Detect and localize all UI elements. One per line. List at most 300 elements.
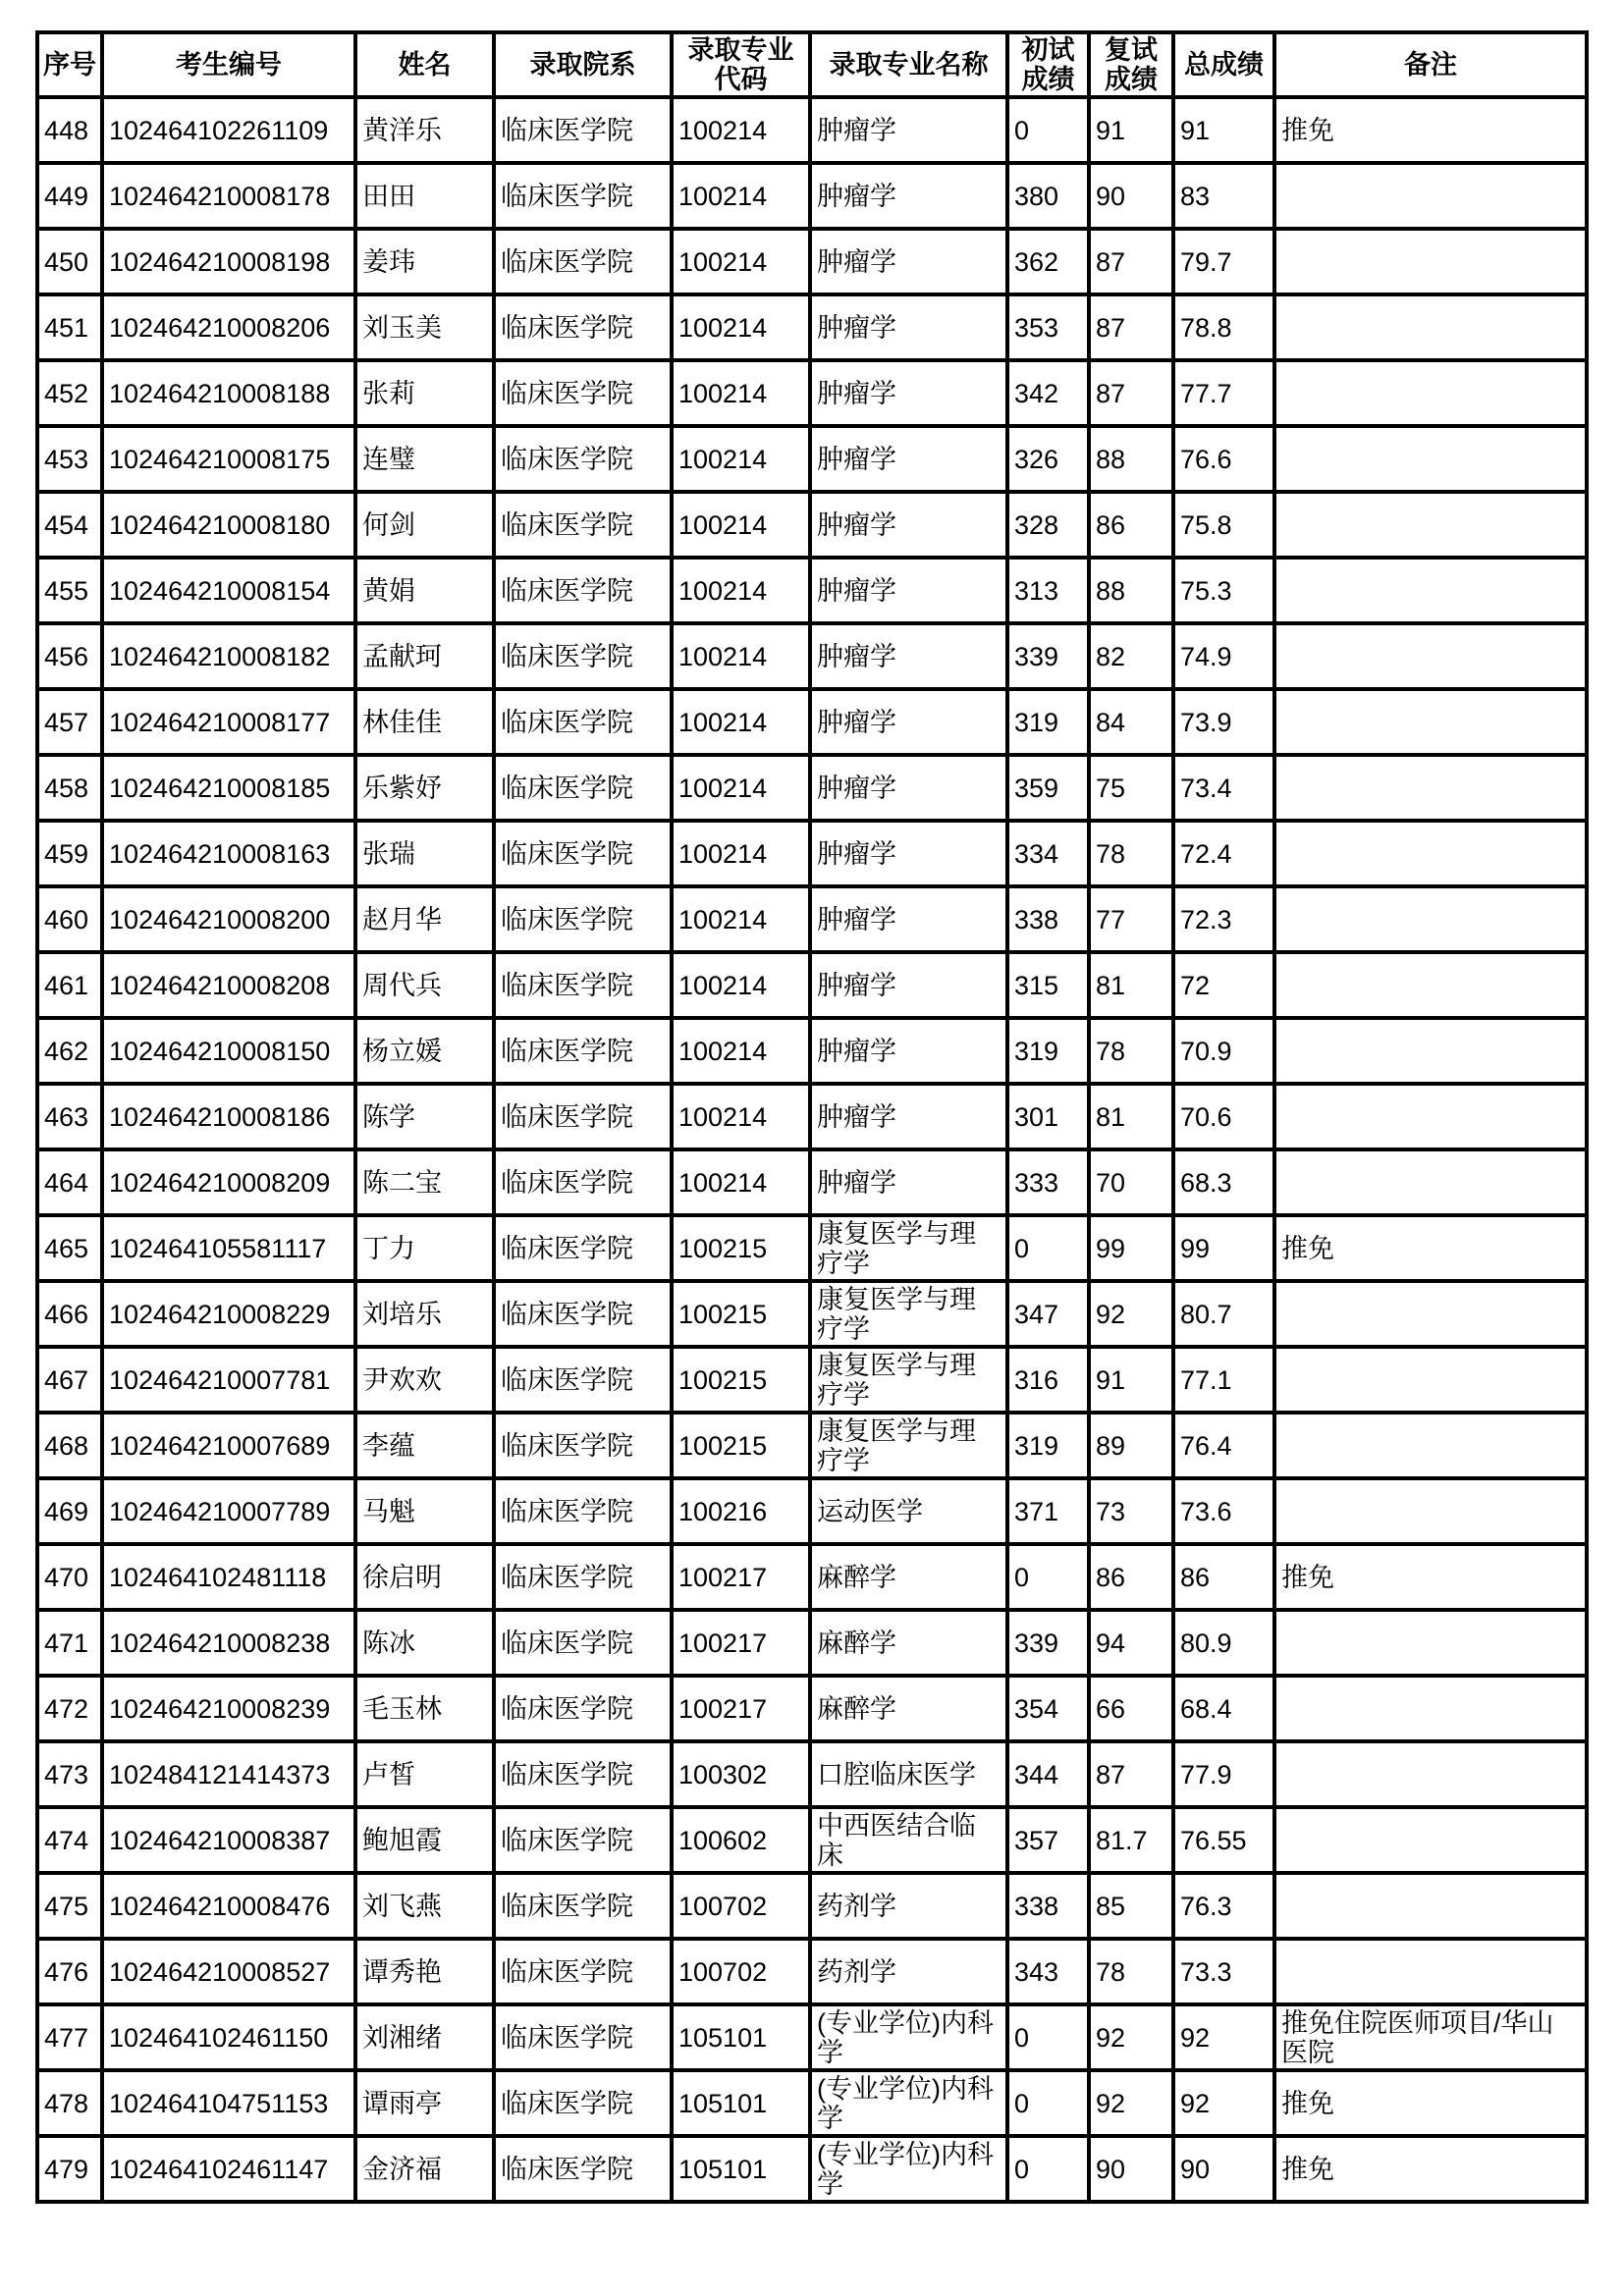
cell-major-name xyxy=(810,1610,1007,1676)
cell-major-code: 100302 xyxy=(672,1741,810,1807)
major-name-text: 康复医学与理疗学 xyxy=(817,1218,976,1278)
major-name-text: 肿瘤学 xyxy=(817,904,896,934)
cell-major-code: 100214 xyxy=(672,1149,810,1215)
cell-total-score: 76.3 xyxy=(1173,1873,1274,1939)
cell-total-score: 73.9 xyxy=(1173,689,1274,755)
cell-retest-score: 90 xyxy=(1089,2136,1173,2202)
cell-name: 丁力 xyxy=(355,1215,494,1281)
cell-department: 临床医学院 xyxy=(494,886,672,952)
cell-major-name xyxy=(810,1676,1007,1741)
cell-major-name xyxy=(810,1281,1007,1347)
cell-serial-no: 475 xyxy=(37,1873,102,1939)
cell-prelim-score: 326 xyxy=(1007,426,1089,492)
cell-serial-no: 479 xyxy=(37,2136,102,2202)
major-name-text: (专业学位)内科学 xyxy=(817,2073,994,2133)
cell-total-score: 76.55 xyxy=(1173,1807,1274,1873)
cell-candidate-id: 102464102461150 xyxy=(102,2004,355,2070)
major-name-text: 麻醉学 xyxy=(817,1562,896,1592)
cell-name: 周代兵 xyxy=(355,952,494,1018)
cell-prelim-score: 354 xyxy=(1007,1676,1089,1741)
header-major-code xyxy=(672,32,810,97)
cell-major-code: 100602 xyxy=(672,1807,810,1873)
cell-name: 黄娟 xyxy=(355,558,494,623)
table-row xyxy=(37,1347,1587,1413)
cell-retest-score: 99 xyxy=(1089,1215,1173,1281)
cell-prelim-score: 319 xyxy=(1007,689,1089,755)
cell-name: 连璧 xyxy=(355,426,494,492)
cell-total-score: 70.6 xyxy=(1173,1084,1274,1149)
major-name-text: 肿瘤学 xyxy=(817,1101,896,1132)
cell-candidate-id: 102464102461147 xyxy=(102,2136,355,2202)
cell-remark xyxy=(1274,2136,1587,2202)
major-name-text: 肿瘤学 xyxy=(817,378,896,408)
cell-serial-no: 477 xyxy=(37,2004,102,2070)
cell-major-code: 100214 xyxy=(672,229,810,294)
cell-name: 卢皙 xyxy=(355,1741,494,1807)
cell-total-score: 80.7 xyxy=(1173,1281,1274,1347)
major-name-text: 肿瘤学 xyxy=(817,1167,896,1198)
cell-serial-no: 455 xyxy=(37,558,102,623)
cell-major-name xyxy=(810,821,1007,886)
cell-major-code: 100214 xyxy=(672,1084,810,1149)
cell-remark xyxy=(1274,623,1587,689)
cell-total-score: 72.3 xyxy=(1173,886,1274,952)
cell-name: 林佳佳 xyxy=(355,689,494,755)
cell-total-score: 92 xyxy=(1173,2070,1274,2136)
cell-department: 临床医学院 xyxy=(494,952,672,1018)
major-name-text: 肿瘤学 xyxy=(817,246,896,277)
cell-retest-score: 88 xyxy=(1089,426,1173,492)
cell-prelim-score: 380 xyxy=(1007,163,1089,229)
cell-candidate-id: 102464210008387 xyxy=(102,1807,355,1873)
cell-candidate-id: 102464210008180 xyxy=(102,492,355,558)
cell-prelim-score: 344 xyxy=(1007,1741,1089,1807)
table-row xyxy=(37,623,1587,689)
cell-remark xyxy=(1274,426,1587,492)
cell-total-score: 73.4 xyxy=(1173,755,1274,821)
cell-prelim-score: 339 xyxy=(1007,623,1089,689)
header-prelim-score-label: 初试成绩 xyxy=(1021,35,1075,94)
cell-name: 毛玉林 xyxy=(355,1676,494,1741)
cell-department: 临床医学院 xyxy=(494,1676,672,1741)
cell-candidate-id: 102464210008188 xyxy=(102,360,355,426)
major-name-text: 中西医结合临床 xyxy=(817,1810,976,1870)
cell-department: 临床医学院 xyxy=(494,2136,672,2202)
cell-remark xyxy=(1274,1676,1587,1741)
cell-department: 临床医学院 xyxy=(494,1544,672,1610)
cell-candidate-id: 102464210008229 xyxy=(102,1281,355,1347)
cell-major-code: 100214 xyxy=(672,623,810,689)
major-name-text: 肿瘤学 xyxy=(817,838,896,869)
cell-serial-no: 473 xyxy=(37,1741,102,1807)
cell-total-score: 92 xyxy=(1173,2004,1274,2070)
cell-retest-score: 91 xyxy=(1089,1347,1173,1413)
cell-candidate-id: 102464210008208 xyxy=(102,952,355,1018)
cell-remark xyxy=(1274,360,1587,426)
cell-remark xyxy=(1274,755,1587,821)
cell-retest-score: 81.7 xyxy=(1089,1807,1173,1873)
cell-major-name xyxy=(810,689,1007,755)
header-candidate-id: 考生编号 xyxy=(102,32,355,97)
cell-candidate-id: 102464210008476 xyxy=(102,1873,355,1939)
cell-major-code: 100215 xyxy=(672,1281,810,1347)
cell-serial-no: 474 xyxy=(37,1807,102,1873)
cell-remark xyxy=(1274,1149,1587,1215)
major-name-text: (专业学位)内科学 xyxy=(817,2007,994,2067)
cell-total-score: 90 xyxy=(1173,2136,1274,2202)
cell-candidate-id: 102464210008154 xyxy=(102,558,355,623)
cell-candidate-id: 102464210008163 xyxy=(102,821,355,886)
cell-major-name xyxy=(810,623,1007,689)
cell-name: 鲍旭霞 xyxy=(355,1807,494,1873)
cell-department: 临床医学院 xyxy=(494,558,672,623)
cell-retest-score: 82 xyxy=(1089,623,1173,689)
cell-department: 临床医学院 xyxy=(494,1873,672,1939)
cell-major-code: 100702 xyxy=(672,1939,810,2004)
cell-candidate-id: 102464210008185 xyxy=(102,755,355,821)
major-name-text: (专业学位)内科学 xyxy=(817,2139,994,2199)
major-name-text: 肿瘤学 xyxy=(817,509,896,540)
cell-prelim-score: 0 xyxy=(1007,2136,1089,2202)
major-name-text: 运动医学 xyxy=(817,1496,923,1526)
cell-retest-score: 77 xyxy=(1089,886,1173,952)
cell-retest-score: 87 xyxy=(1089,1741,1173,1807)
cell-retest-score: 90 xyxy=(1089,163,1173,229)
table-row xyxy=(37,558,1587,623)
cell-department: 临床医学院 xyxy=(494,1741,672,1807)
cell-remark xyxy=(1274,1347,1587,1413)
major-name-text: 康复医学与理疗学 xyxy=(817,1415,976,1475)
cell-prelim-score: 328 xyxy=(1007,492,1089,558)
header-row xyxy=(37,32,1587,97)
cell-department: 临床医学院 xyxy=(494,1807,672,1873)
major-name-text: 肿瘤学 xyxy=(817,312,896,343)
cell-candidate-id: 102464210008186 xyxy=(102,1084,355,1149)
cell-department: 临床医学院 xyxy=(494,1084,672,1149)
cell-major-name xyxy=(810,1741,1007,1807)
cell-retest-score: 91 xyxy=(1089,97,1173,163)
cell-candidate-id: 102464210008178 xyxy=(102,163,355,229)
table-row xyxy=(37,1084,1587,1149)
table-row xyxy=(37,2136,1587,2202)
major-name-text: 肿瘤学 xyxy=(817,707,896,737)
header-major-code-label: 录取专业代码 xyxy=(687,35,794,94)
table-row xyxy=(37,426,1587,492)
cell-major-name xyxy=(810,163,1007,229)
cell-prelim-score: 333 xyxy=(1007,1149,1089,1215)
cell-department: 临床医学院 xyxy=(494,1281,672,1347)
table-row xyxy=(37,2070,1587,2136)
major-name-text: 麻醉学 xyxy=(817,1628,896,1658)
cell-major-code: 105101 xyxy=(672,2136,810,2202)
cell-retest-score: 81 xyxy=(1089,952,1173,1018)
cell-remark xyxy=(1274,558,1587,623)
cell-total-score: 79.7 xyxy=(1173,229,1274,294)
cell-department: 临床医学院 xyxy=(494,1018,672,1084)
cell-name: 刘培乐 xyxy=(355,1281,494,1347)
cell-total-score: 73.3 xyxy=(1173,1939,1274,2004)
cell-retest-score: 78 xyxy=(1089,1018,1173,1084)
cell-prelim-score: 359 xyxy=(1007,755,1089,821)
cell-major-code: 100215 xyxy=(672,1215,810,1281)
cell-serial-no: 472 xyxy=(37,1676,102,1741)
cell-name: 何剑 xyxy=(355,492,494,558)
cell-serial-no: 467 xyxy=(37,1347,102,1413)
cell-retest-score: 84 xyxy=(1089,689,1173,755)
cell-candidate-id: 102464102261109 xyxy=(102,97,355,163)
cell-serial-no: 458 xyxy=(37,755,102,821)
cell-serial-no: 451 xyxy=(37,294,102,360)
table-row xyxy=(37,886,1587,952)
cell-total-score: 68.3 xyxy=(1173,1149,1274,1215)
cell-major-code: 100214 xyxy=(672,689,810,755)
cell-candidate-id: 102464210008209 xyxy=(102,1149,355,1215)
cell-department: 临床医学院 xyxy=(494,689,672,755)
cell-prelim-score: 0 xyxy=(1007,2004,1089,2070)
cell-remark xyxy=(1274,229,1587,294)
major-name-text: 口腔临床医学 xyxy=(817,1759,976,1789)
remark-text: 推免 xyxy=(1281,1233,1334,1263)
cell-major-code: 100214 xyxy=(672,294,810,360)
cell-candidate-id: 102464210008175 xyxy=(102,426,355,492)
cell-serial-no: 469 xyxy=(37,1478,102,1544)
table-row xyxy=(37,1215,1587,1281)
cell-prelim-score: 301 xyxy=(1007,1084,1089,1149)
cell-prelim-score: 0 xyxy=(1007,2070,1089,2136)
cell-prelim-score: 362 xyxy=(1007,229,1089,294)
cell-remark xyxy=(1274,1018,1587,1084)
table-row xyxy=(37,1544,1587,1610)
cell-name: 乐紫妤 xyxy=(355,755,494,821)
cell-candidate-id: 102464210008198 xyxy=(102,229,355,294)
cell-department: 临床医学院 xyxy=(494,229,672,294)
header-retest-score xyxy=(1089,32,1173,97)
header-remark: 备注 xyxy=(1274,32,1587,97)
cell-major-name xyxy=(810,558,1007,623)
cell-total-score: 80.9 xyxy=(1173,1610,1274,1676)
cell-major-name xyxy=(810,1018,1007,1084)
cell-remark xyxy=(1274,492,1587,558)
cell-name: 谭雨亭 xyxy=(355,2070,494,2136)
major-name-text: 肿瘤学 xyxy=(817,970,896,1000)
cell-name: 刘玉美 xyxy=(355,294,494,360)
cell-remark xyxy=(1274,2070,1587,2136)
major-name-text: 药剂学 xyxy=(817,1956,896,1987)
cell-name: 田田 xyxy=(355,163,494,229)
cell-name: 金济福 xyxy=(355,2136,494,2202)
cell-remark xyxy=(1274,1084,1587,1149)
cell-total-score: 77.7 xyxy=(1173,360,1274,426)
cell-department: 临床医学院 xyxy=(494,1347,672,1413)
cell-candidate-id: 102464210008238 xyxy=(102,1610,355,1676)
cell-department: 临床医学院 xyxy=(494,1215,672,1281)
table-row xyxy=(37,821,1587,886)
cell-department: 临床医学院 xyxy=(494,1939,672,2004)
table-row xyxy=(37,952,1587,1018)
cell-serial-no: 454 xyxy=(37,492,102,558)
cell-department: 临床医学院 xyxy=(494,2070,672,2136)
cell-retest-score: 81 xyxy=(1089,1084,1173,1149)
cell-name: 张瑞 xyxy=(355,821,494,886)
cell-major-code: 100217 xyxy=(672,1676,810,1741)
cell-retest-score: 87 xyxy=(1089,360,1173,426)
cell-department: 临床医学院 xyxy=(494,1610,672,1676)
remark-text: 推免 xyxy=(1281,2088,1334,2118)
cell-department: 临床医学院 xyxy=(494,1478,672,1544)
header-retest-score-label: 复试成绩 xyxy=(1104,35,1158,94)
cell-major-name xyxy=(810,1873,1007,1939)
cell-department: 临床医学院 xyxy=(494,821,672,886)
cell-remark xyxy=(1274,1939,1587,2004)
cell-major-name xyxy=(810,2136,1007,2202)
cell-candidate-id: 102464210008150 xyxy=(102,1018,355,1084)
header-total-score: 总成绩 xyxy=(1173,32,1274,97)
major-name-text: 肿瘤学 xyxy=(817,115,896,145)
cell-major-name xyxy=(810,1544,1007,1610)
cell-major-code: 100217 xyxy=(672,1610,810,1676)
table-row xyxy=(37,163,1587,229)
cell-candidate-id: 102464210008182 xyxy=(102,623,355,689)
cell-name: 陈冰 xyxy=(355,1610,494,1676)
table-row xyxy=(37,1873,1587,1939)
cell-prelim-score: 353 xyxy=(1007,294,1089,360)
cell-name: 姜玮 xyxy=(355,229,494,294)
cell-retest-score: 73 xyxy=(1089,1478,1173,1544)
cell-total-score: 77.9 xyxy=(1173,1741,1274,1807)
cell-remark xyxy=(1274,1873,1587,1939)
cell-serial-no: 448 xyxy=(37,97,102,163)
major-name-text: 肿瘤学 xyxy=(817,773,896,803)
cell-total-score: 75.3 xyxy=(1173,558,1274,623)
cell-major-name xyxy=(810,1807,1007,1873)
cell-major-name xyxy=(810,1939,1007,2004)
cell-prelim-score: 338 xyxy=(1007,1873,1089,1939)
cell-major-name xyxy=(810,1478,1007,1544)
table-row xyxy=(37,97,1587,163)
cell-prelim-score: 357 xyxy=(1007,1807,1089,1873)
cell-department: 临床医学院 xyxy=(494,755,672,821)
cell-total-score: 77.1 xyxy=(1173,1347,1274,1413)
cell-total-score: 78.8 xyxy=(1173,294,1274,360)
cell-department: 临床医学院 xyxy=(494,294,672,360)
table-row xyxy=(37,1676,1587,1741)
cell-major-name xyxy=(810,2004,1007,2070)
cell-candidate-id: 102464210008177 xyxy=(102,689,355,755)
cell-major-code: 100215 xyxy=(672,1347,810,1413)
table-row xyxy=(37,1741,1587,1807)
cell-serial-no: 466 xyxy=(37,1281,102,1347)
cell-prelim-score: 347 xyxy=(1007,1281,1089,1347)
major-name-text: 肿瘤学 xyxy=(817,641,896,671)
cell-retest-score: 87 xyxy=(1089,229,1173,294)
cell-retest-score: 86 xyxy=(1089,1544,1173,1610)
cell-serial-no: 456 xyxy=(37,623,102,689)
cell-remark xyxy=(1274,1741,1587,1807)
table-row xyxy=(37,1939,1587,2004)
cell-candidate-id: 102464104751153 xyxy=(102,2070,355,2136)
cell-major-code: 100214 xyxy=(672,97,810,163)
cell-major-name xyxy=(810,952,1007,1018)
cell-candidate-id: 102464105581117 xyxy=(102,1215,355,1281)
cell-total-score: 73.6 xyxy=(1173,1478,1274,1544)
cell-prelim-score: 339 xyxy=(1007,1610,1089,1676)
cell-major-code: 100214 xyxy=(672,821,810,886)
cell-major-code: 105101 xyxy=(672,2004,810,2070)
major-name-text: 肿瘤学 xyxy=(817,181,896,211)
table-row xyxy=(37,1149,1587,1215)
table-row xyxy=(37,1281,1587,1347)
cell-serial-no: 468 xyxy=(37,1413,102,1478)
cell-total-score: 75.8 xyxy=(1173,492,1274,558)
cell-serial-no: 478 xyxy=(37,2070,102,2136)
cell-total-score: 91 xyxy=(1173,97,1274,163)
cell-name: 尹欢欢 xyxy=(355,1347,494,1413)
cell-remark xyxy=(1274,97,1587,163)
cell-major-name xyxy=(810,1084,1007,1149)
table-row xyxy=(37,229,1587,294)
cell-retest-score: 92 xyxy=(1089,2070,1173,2136)
cell-prelim-score: 316 xyxy=(1007,1347,1089,1413)
cell-remark xyxy=(1274,1413,1587,1478)
major-name-text: 麻醉学 xyxy=(817,1693,896,1724)
table-row xyxy=(37,689,1587,755)
cell-major-code: 105101 xyxy=(672,2070,810,2136)
cell-major-code: 100214 xyxy=(672,492,810,558)
cell-prelim-score: 0 xyxy=(1007,1544,1089,1610)
remark-text: 推免 xyxy=(1281,2154,1334,2184)
cell-serial-no: 462 xyxy=(37,1018,102,1084)
cell-major-name xyxy=(810,97,1007,163)
cell-serial-no: 452 xyxy=(37,360,102,426)
table-header xyxy=(37,32,1587,97)
cell-name: 李蕴 xyxy=(355,1413,494,1478)
cell-name: 黄洋乐 xyxy=(355,97,494,163)
table-row xyxy=(37,2004,1587,2070)
cell-total-score: 76.6 xyxy=(1173,426,1274,492)
cell-department: 临床医学院 xyxy=(494,1413,672,1478)
cell-retest-score: 66 xyxy=(1089,1676,1173,1741)
cell-department: 临床医学院 xyxy=(494,623,672,689)
major-name-text: 肿瘤学 xyxy=(817,575,896,606)
cell-candidate-id: 102464210007789 xyxy=(102,1478,355,1544)
cell-remark xyxy=(1274,689,1587,755)
cell-name: 张莉 xyxy=(355,360,494,426)
cell-retest-score: 94 xyxy=(1089,1610,1173,1676)
cell-major-name xyxy=(810,229,1007,294)
cell-name: 陈学 xyxy=(355,1084,494,1149)
table-row xyxy=(37,1478,1587,1544)
cell-major-code: 100216 xyxy=(672,1478,810,1544)
cell-major-name xyxy=(810,360,1007,426)
cell-retest-score: 85 xyxy=(1089,1873,1173,1939)
cell-total-score: 72.4 xyxy=(1173,821,1274,886)
table-row xyxy=(37,1018,1587,1084)
cell-major-code: 100214 xyxy=(672,755,810,821)
major-name-text: 康复医学与理疗学 xyxy=(817,1284,976,1344)
cell-total-score: 83 xyxy=(1173,163,1274,229)
cell-department: 临床医学院 xyxy=(494,360,672,426)
cell-serial-no: 460 xyxy=(37,886,102,952)
table-row xyxy=(37,1413,1587,1478)
major-name-text: 肿瘤学 xyxy=(817,444,896,474)
cell-name: 赵月华 xyxy=(355,886,494,952)
cell-major-name xyxy=(810,755,1007,821)
cell-major-code: 100214 xyxy=(672,886,810,952)
header-major-name: 录取专业名称 xyxy=(810,32,1007,97)
cell-retest-score: 70 xyxy=(1089,1149,1173,1215)
cell-remark xyxy=(1274,1281,1587,1347)
cell-serial-no: 464 xyxy=(37,1149,102,1215)
